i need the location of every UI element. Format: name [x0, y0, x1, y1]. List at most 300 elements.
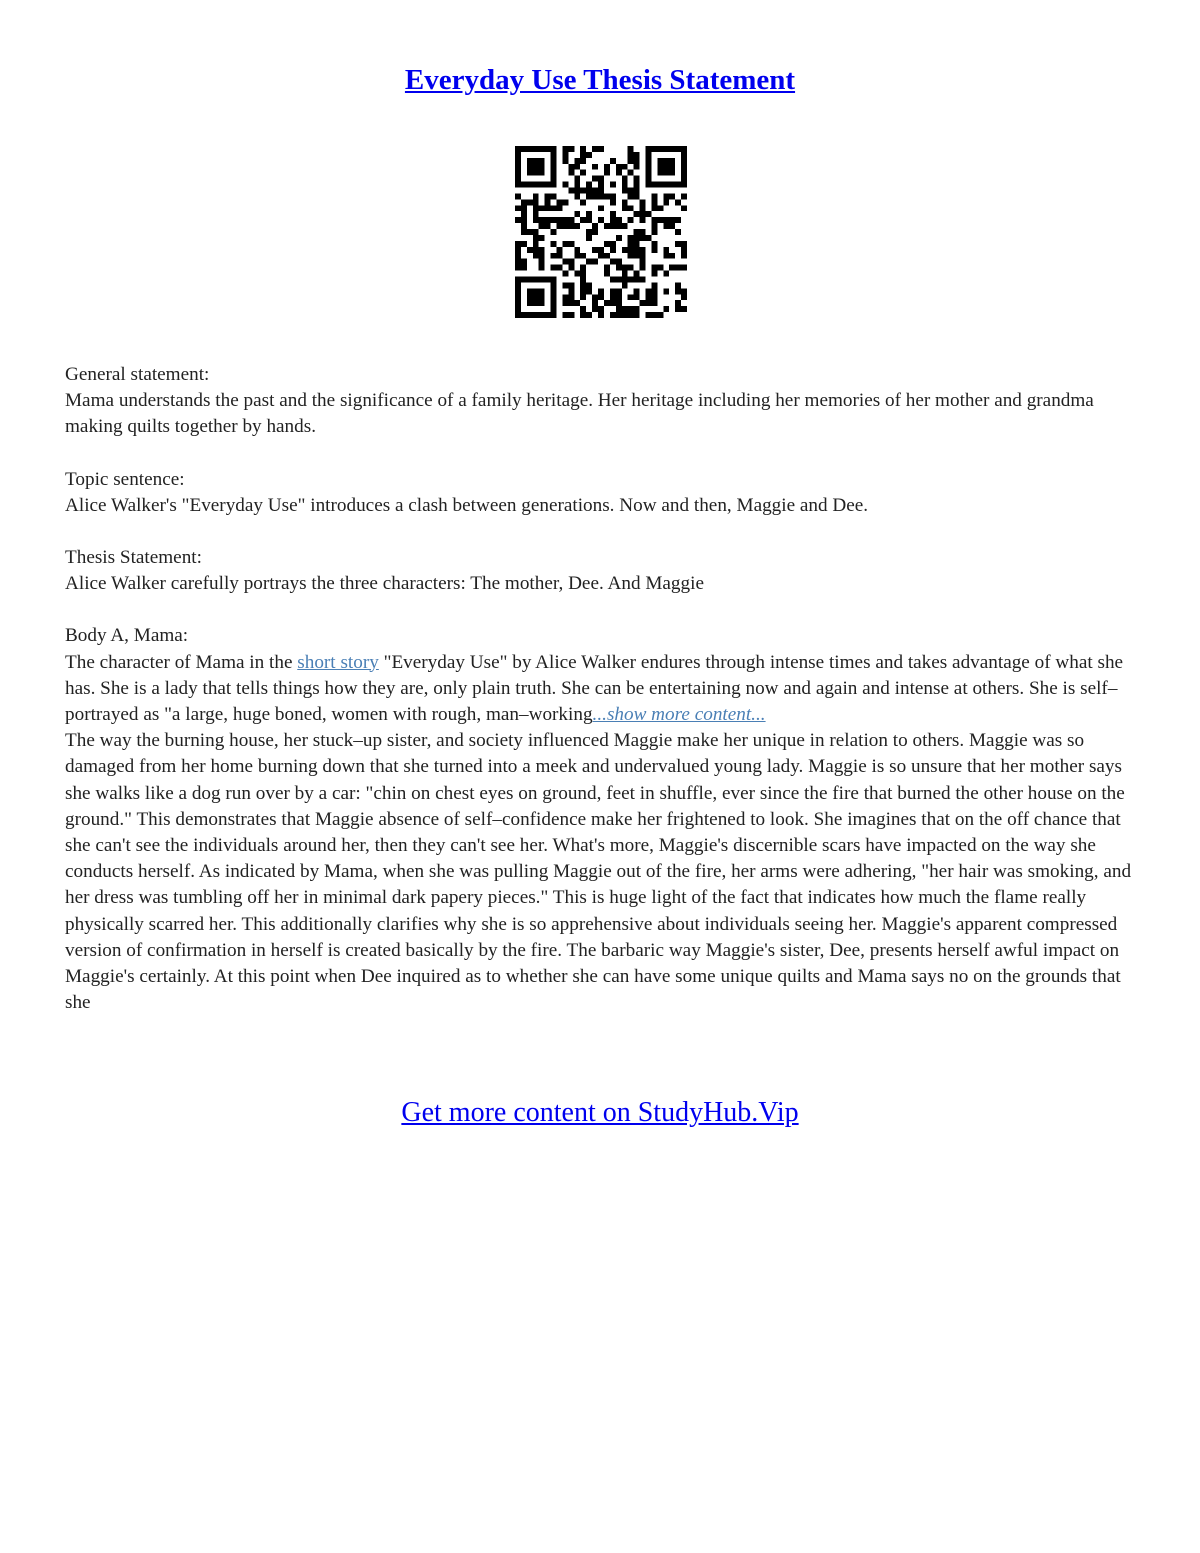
qr-module — [539, 205, 545, 211]
qr-module — [574, 182, 580, 188]
show-more-link[interactable]: ...show more content... — [592, 704, 766, 726]
qr-module — [604, 271, 610, 277]
qr-module — [521, 211, 527, 217]
qr-module — [663, 217, 669, 223]
qr-module — [539, 265, 545, 271]
qr-module — [586, 282, 592, 288]
qr-module — [675, 217, 681, 223]
qr-module — [669, 193, 675, 199]
qr-module — [568, 164, 574, 170]
qr-module — [580, 152, 586, 158]
qr-module — [634, 247, 640, 253]
qr-module — [616, 294, 622, 300]
qr-module — [628, 306, 634, 312]
qr-module — [651, 241, 657, 247]
title-link[interactable]: Everyday Use Thesis Statement — [404, 64, 796, 96]
qr-module — [562, 152, 568, 158]
qr-module — [622, 182, 628, 188]
qr-module — [616, 217, 622, 223]
body-a-text-start: The character of Mama in the — [65, 651, 298, 673]
qr-module — [669, 265, 675, 271]
qr-module — [681, 306, 687, 312]
qr-module — [651, 247, 657, 253]
qr-module — [580, 276, 586, 282]
qr-module — [557, 223, 563, 229]
qr-module — [681, 288, 687, 294]
qr-module — [515, 247, 521, 253]
qr-module — [574, 223, 580, 229]
qr-module — [628, 312, 634, 318]
qr-module — [545, 199, 551, 205]
qr-module — [521, 259, 527, 265]
qr-module — [622, 205, 628, 211]
qr-module — [586, 235, 592, 241]
qr-module — [580, 282, 586, 288]
qr-module — [640, 205, 646, 211]
qr-module — [551, 241, 557, 247]
qr-module — [539, 253, 545, 259]
qr-module — [568, 265, 574, 271]
qr-module — [580, 188, 586, 194]
body-a-text-middle: "Everyday Use" by Alice Walker endures through intense times and takes advantage of what she has. She is a lady that tells things how they are, only plain truth. She can be entertaining now and again and intense at others. She is self–portrayed as "a large, huge boned, women with rough, man–working — [65, 651, 1124, 726]
qr-module — [515, 259, 521, 265]
qr-module — [527, 199, 533, 205]
qr-module — [681, 247, 687, 253]
qr-module — [562, 182, 568, 188]
qr-module — [562, 146, 568, 152]
qr-module — [586, 288, 592, 294]
qr-module — [610, 241, 616, 247]
qr-module — [610, 259, 616, 265]
qr-module — [562, 199, 568, 205]
qr-module — [628, 276, 634, 282]
qr-module — [640, 253, 646, 259]
qr-module — [663, 253, 669, 259]
qr-module — [616, 170, 622, 176]
qr-module — [574, 158, 580, 164]
qr-module — [628, 146, 634, 152]
qr-module — [628, 158, 634, 164]
qr-module — [651, 199, 657, 205]
qr-module — [574, 176, 580, 182]
qr-module — [610, 294, 616, 300]
qr-module — [562, 282, 568, 288]
qr-module — [657, 205, 663, 211]
qr-module — [592, 294, 598, 300]
qr-module — [681, 253, 687, 259]
qr-module — [681, 193, 687, 199]
footer — [0, 1095, 1200, 1131]
short-story-link[interactable]: short story — [297, 651, 379, 673]
qr-module — [592, 259, 598, 265]
qr-module — [622, 223, 628, 229]
qr-module — [598, 253, 604, 259]
qr-module — [663, 223, 669, 229]
qr-module — [604, 164, 610, 170]
qr-module — [640, 199, 646, 205]
qr-code-icon — [515, 146, 687, 318]
qr-module — [645, 288, 651, 294]
qr-module — [574, 271, 580, 277]
qr-module — [568, 288, 574, 294]
qr-module — [622, 312, 628, 318]
qr-module — [545, 205, 551, 211]
qr-module — [634, 193, 640, 199]
qr-module — [521, 205, 527, 211]
body-a-section — [65, 623, 1140, 1016]
qr-module — [527, 247, 533, 253]
general-statement-text: Mama understands the past and the significance of a family heritage. Her heritage including her memories of her mother and grandma making quilts together by hands. — [65, 390, 1094, 438]
qr-module — [562, 158, 568, 164]
qr-module — [568, 259, 574, 265]
topic-sentence-heading: Topic sentence: — [65, 468, 185, 490]
qr-module — [533, 247, 539, 253]
qr-module — [580, 170, 586, 176]
qr-module — [604, 223, 610, 229]
qr-module — [675, 306, 681, 312]
qr-module — [598, 146, 604, 152]
qr-module — [604, 170, 610, 176]
qr-module — [634, 312, 640, 318]
qr-module — [557, 253, 563, 259]
qr-module — [622, 164, 628, 170]
qr-module — [604, 193, 610, 199]
qr-module — [586, 259, 592, 265]
qr-module — [598, 306, 604, 312]
qr-module — [628, 217, 634, 223]
topic-sentence-section — [65, 467, 1140, 519]
qr-module — [521, 223, 527, 229]
qr-module — [628, 205, 634, 211]
qr-module — [586, 312, 592, 318]
qr-module — [515, 253, 521, 259]
qr-module — [651, 217, 657, 223]
qr-module — [604, 300, 610, 306]
qr-module — [592, 300, 598, 306]
qr-module — [640, 211, 646, 217]
qr-module — [651, 205, 657, 211]
qr-module — [562, 294, 568, 300]
qr-module — [663, 288, 669, 294]
qr-module — [515, 193, 521, 199]
qr-module — [568, 188, 574, 194]
qr-module — [610, 199, 616, 205]
qr-module — [610, 288, 616, 294]
qr-module — [645, 300, 651, 306]
qr-module — [663, 247, 669, 253]
qr-module — [628, 235, 634, 241]
qr-module — [634, 276, 640, 282]
qr-module — [634, 188, 640, 194]
qr-module — [645, 211, 651, 217]
qr-module — [628, 188, 634, 194]
qr-module — [562, 241, 568, 247]
qr-module — [551, 253, 557, 259]
qr-module — [586, 188, 592, 194]
qr-module — [580, 265, 586, 271]
qr-module — [574, 193, 580, 199]
qr-module — [634, 253, 640, 259]
qr-module — [574, 211, 580, 217]
studyhub-link[interactable]: Get more content on StudyHub.Vip — [401, 1097, 799, 1128]
qr-module — [574, 188, 580, 194]
qr-module — [628, 265, 634, 271]
qr-module — [568, 241, 574, 247]
qr-module — [622, 199, 628, 205]
qr-module — [616, 276, 622, 282]
qr-module — [551, 265, 557, 271]
qr-module — [604, 241, 610, 247]
qr-module — [681, 241, 687, 247]
qr-module — [562, 259, 568, 265]
qr-module — [616, 223, 622, 229]
qr-module — [551, 193, 557, 199]
qr-module — [533, 211, 539, 217]
qr-module — [610, 312, 616, 318]
qr-module — [651, 288, 657, 294]
qr-module — [574, 300, 580, 306]
qr-module — [616, 265, 622, 271]
general-statement-heading: General statement: — [65, 364, 210, 385]
qr-module — [598, 188, 604, 194]
document-title — [0, 62, 1200, 98]
qr-module — [610, 223, 616, 229]
qr-module — [651, 300, 657, 306]
qr-module — [562, 223, 568, 229]
qr-module — [604, 265, 610, 271]
qr-module — [651, 265, 657, 271]
document-body — [65, 362, 1140, 1016]
qr-module — [622, 276, 628, 282]
qr-module — [610, 182, 616, 188]
qr-module — [592, 193, 598, 199]
qr-module — [557, 199, 563, 205]
qr-module — [574, 247, 580, 253]
qr-module — [634, 152, 640, 158]
qr-module — [574, 164, 580, 170]
qr-module — [616, 259, 622, 265]
qr-module — [616, 164, 622, 170]
qr-module — [586, 229, 592, 235]
qr-module — [669, 253, 675, 259]
qr-module — [557, 247, 563, 253]
qr-module — [539, 235, 545, 241]
qr-module — [580, 146, 586, 152]
qr-module — [568, 217, 574, 223]
qr-module — [645, 294, 651, 300]
qr-module — [551, 217, 557, 223]
qr-module — [628, 170, 634, 176]
qr-module — [616, 306, 622, 312]
qr-module — [675, 288, 681, 294]
qr-module — [533, 193, 539, 199]
qr-module — [616, 235, 622, 241]
qr-module — [568, 223, 574, 229]
qr-module — [610, 217, 616, 223]
topic-sentence-text: Alice Walker's "Everyday Use" introduces a clash between generations. Now and then, Maggie and Dee. — [65, 494, 869, 516]
qr-module — [527, 229, 533, 235]
qr-module — [640, 229, 646, 235]
qr-module — [628, 152, 634, 158]
qr-module — [598, 193, 604, 199]
qr-module — [580, 306, 586, 312]
qr-module — [580, 253, 586, 259]
qr-module — [533, 217, 539, 223]
qr-module — [586, 211, 592, 217]
qr-module — [592, 188, 598, 194]
qr-module — [598, 294, 604, 300]
qr-module — [568, 282, 574, 288]
qr-module — [521, 241, 527, 247]
qr-module — [663, 271, 669, 277]
qr-module — [610, 300, 616, 306]
qr-module — [645, 312, 651, 318]
body-a-heading: Body A, Mama: — [65, 625, 189, 647]
qr-module — [651, 271, 657, 277]
qr-module — [675, 282, 681, 288]
body-a-continued-text: The way the burning house, her stuck–up sister, and society influenced Maggie make her unique in relation to others. Maggie was so damaged from her home burning down that she turned into a meek and undervalued young lady. Maggie is so unsure that her mother says she walks like a dog run over by a car: "chin on chest eyes on ground, feet in shuffle, ever since the fire that burned the other house on the ground." This demonstrates that Maggie absence of self–confidence make her frightened to look. She imagines that on the off chance that she can't see the individuals around her, then they can't see her. What's more, Maggie's discernible scars have impacted on the way she conducts herself. As indicated by Mama, when she was pulling Maggie out of the fire, her arms were adhering, "her hair was smoking, and her dress was tumbling off her in minimal dark papery pieces." This is huge light of the fact that indicates how much the flame really physically scarred her. This additionally clarifies why she is so apprehensive about individuals seeing her. Maggie's apparent compressed version of confirmation in herself is created basically by the fire. The barbaric way Maggie's sister, Dee, presents herself awful impact on Maggie's certainly. At this point when Dee inquired as to whether she can have some unique quilts and Mama says no on the grounds that she — [65, 730, 1132, 1014]
qr-module — [557, 217, 563, 223]
qr-module — [568, 146, 574, 152]
qr-module — [574, 253, 580, 259]
qr-module — [521, 265, 527, 271]
qr-module — [598, 288, 604, 294]
qr-module — [586, 193, 592, 199]
qr-module — [622, 176, 628, 182]
qr-module — [562, 271, 568, 277]
qr-module — [580, 288, 586, 294]
qr-module — [515, 265, 521, 271]
qr-module — [562, 217, 568, 223]
qr-module — [640, 276, 646, 282]
qr-module — [675, 241, 681, 247]
qr-module — [651, 294, 657, 300]
qr-module — [657, 265, 663, 271]
qr-module — [598, 182, 604, 188]
qr-module — [622, 265, 628, 271]
qr-module — [539, 259, 545, 265]
qr-module — [515, 241, 521, 247]
qr-module — [592, 164, 598, 170]
qr-module — [663, 193, 669, 199]
qr-module — [592, 247, 598, 253]
qr-module — [610, 276, 616, 282]
qr-module — [675, 300, 681, 306]
qr-module — [675, 229, 681, 235]
qr-module — [616, 312, 622, 318]
qr-module — [628, 253, 634, 259]
qr-module — [521, 199, 527, 205]
qr-module — [598, 205, 604, 211]
qr-module — [663, 199, 669, 205]
qr-module — [580, 217, 586, 223]
qr-module — [681, 265, 687, 271]
qr-module — [610, 193, 616, 199]
qr-module — [628, 247, 634, 253]
qr-module — [651, 193, 657, 199]
qr-module — [598, 312, 604, 318]
qr-module — [545, 217, 551, 223]
qr-module — [568, 312, 574, 318]
qr-module — [551, 229, 557, 235]
qr-module — [645, 235, 651, 241]
qr-module — [592, 146, 598, 152]
qr-module — [628, 193, 634, 199]
qr-module — [533, 229, 539, 235]
qr-module — [657, 312, 663, 318]
qr-module — [634, 182, 640, 188]
thesis-statement-heading: Thesis Statement: — [65, 547, 202, 569]
qr-module — [592, 176, 598, 182]
qr-module — [640, 217, 646, 223]
qr-module — [622, 282, 628, 288]
qr-module — [539, 247, 545, 253]
qr-module — [533, 253, 539, 259]
qr-module — [604, 253, 610, 259]
qr-module — [628, 294, 634, 300]
qr-module — [640, 235, 646, 241]
qr-module — [545, 193, 551, 199]
qr-module — [622, 188, 628, 194]
qr-module — [640, 247, 646, 253]
qr-module — [634, 229, 640, 235]
qr-module — [657, 217, 663, 223]
qr-module — [533, 205, 539, 211]
qr-module — [580, 199, 586, 205]
qr-module — [586, 182, 592, 188]
qr-module — [651, 229, 657, 235]
qr-module — [675, 265, 681, 271]
qr-module — [634, 164, 640, 170]
qr-module — [568, 294, 574, 300]
qr-module — [610, 158, 616, 164]
qr-module — [651, 223, 657, 229]
qr-module — [515, 217, 521, 223]
qr-module — [557, 205, 563, 211]
qr-module — [634, 158, 640, 164]
qr-module — [610, 211, 616, 217]
qr-module — [634, 241, 640, 247]
qr-module — [598, 217, 604, 223]
qr-module — [562, 300, 568, 306]
qr-module — [533, 199, 539, 205]
qr-module — [651, 282, 657, 288]
qr-module — [622, 247, 628, 253]
thesis-statement-section — [65, 545, 1140, 597]
qr-module — [586, 217, 592, 223]
qr-module — [533, 241, 539, 247]
qr-module — [651, 312, 657, 318]
qr-module — [580, 158, 586, 164]
qr-module — [521, 217, 527, 223]
qr-module — [551, 205, 557, 211]
qr-module — [521, 229, 527, 235]
qr-module — [681, 294, 687, 300]
qr-module — [634, 176, 640, 182]
qr-module — [562, 312, 568, 318]
qr-module — [681, 205, 687, 211]
qr-module — [533, 235, 539, 241]
qr-module — [634, 306, 640, 312]
qr-module — [640, 300, 646, 306]
qr-module — [622, 271, 628, 277]
qr-module — [610, 247, 616, 253]
qr-module — [669, 223, 675, 229]
qr-module — [622, 306, 628, 312]
qr-module — [640, 259, 646, 265]
qr-module — [568, 300, 574, 306]
qr-module — [616, 288, 622, 294]
